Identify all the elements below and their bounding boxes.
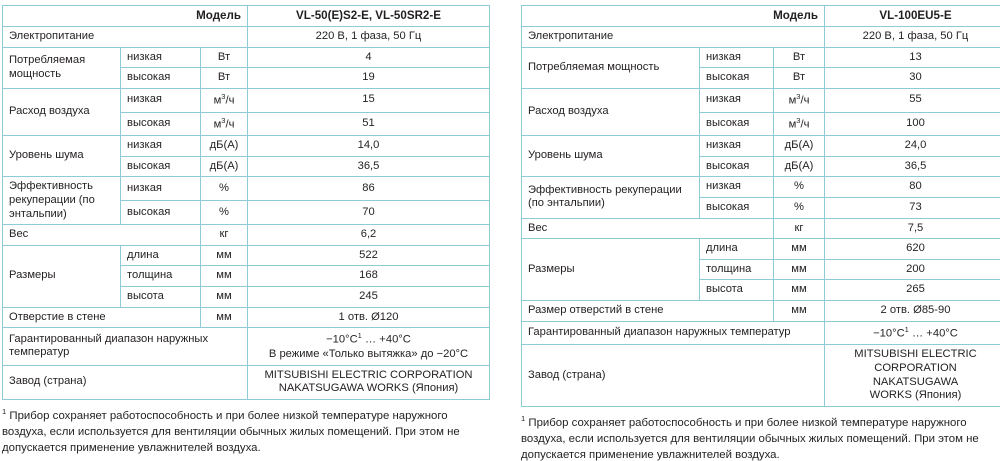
row-label: Уровень шума [3, 135, 121, 176]
factory-line1: MITSUBISHI ELECTRIC [854, 348, 977, 361]
table-row-weight [522, 218, 1000, 239]
unit-superscript: 3 [221, 115, 226, 125]
row-mode: высокая [121, 201, 201, 225]
row-value: 245 [248, 287, 490, 308]
factory-line2: CORPORATION NAKATSUGAWA [872, 361, 959, 388]
table-row-airflow-low [522, 89, 1000, 112]
row-mode: низкая [700, 135, 774, 156]
row-mode: высокая [700, 156, 774, 177]
temp-range-line2: В режиме «Только вытяжка» до −20°C [268, 347, 469, 360]
footnote-vl-50 [2, 407, 490, 456]
row-unit: Вт [201, 68, 248, 89]
row-value [825, 345, 1000, 407]
table-row-dimensions-length [522, 239, 1000, 260]
row-label: Завод (страна) [522, 345, 825, 407]
unit-superscript: 3 [221, 92, 226, 102]
temp-range-high: … +40°C [908, 327, 958, 340]
spec-table-vl-50 [2, 5, 490, 400]
row-unit: мм [774, 239, 825, 260]
row-value: 30 [825, 68, 1000, 89]
row-value: 15 [248, 89, 490, 112]
row-mode: низкая [121, 47, 201, 68]
unit-superscript: 3 [796, 115, 801, 125]
table-row-temperature-range [3, 328, 490, 365]
row-unit: $м^3/ч$ [774, 89, 825, 112]
factory-line1: MITSUBISHI ELECTRIC CORPORATION [264, 368, 473, 381]
row-value: 80 [825, 177, 1000, 198]
row-value: 220 В, 1 фаза, 50 Гц [248, 27, 490, 48]
model-header-label: Модель [3, 6, 248, 27]
table-row-noise-low [3, 135, 490, 156]
table-row-factory [522, 345, 1000, 407]
footnote-marker: 1 [2, 406, 7, 416]
row-value: 51 [248, 112, 490, 135]
row-label: Размеры [522, 239, 700, 301]
row-value: 220 В, 1 фаза, 50 Гц [825, 27, 1000, 48]
table-row-recovery-low [3, 177, 490, 201]
row-value: 55 [825, 89, 1000, 112]
table-row-airflow-low [3, 89, 490, 112]
row-mode: низкая [700, 177, 774, 198]
row-value [825, 321, 1000, 344]
row-value: 19 [248, 68, 490, 89]
row-mode: длина [121, 245, 201, 266]
row-value: 4 [248, 47, 490, 68]
row-unit: % [201, 201, 248, 225]
row-label: Электропитание [3, 27, 248, 48]
row-label: Эффективность рекуперации (по энтальпии) [522, 177, 700, 218]
row-value: 36,5 [825, 156, 1000, 177]
row-value: 73 [825, 197, 1000, 218]
row-label: Гарантированный диапазон наружных температур [522, 321, 825, 344]
temp-range-low: −10°C [873, 327, 905, 340]
row-value: 1 отв. Ø120 [248, 307, 490, 328]
row-value: 36,5 [248, 156, 490, 177]
row-label: Потребляемая мощность [522, 47, 700, 88]
row-label: Эффективность рекуперации (по энтальпии) [3, 177, 121, 225]
row-unit: Вт [774, 47, 825, 68]
model-value: VL-100EU5-E [825, 6, 1000, 27]
spec-table-body [3, 6, 490, 400]
row-mode: высота [121, 287, 201, 308]
footnote-marker: 1 [521, 413, 526, 423]
row-mode: высокая [700, 68, 774, 89]
row-mode: высокая [700, 197, 774, 218]
row-unit: Вт [774, 68, 825, 89]
footnote-text: Прибор сохраняет работоспособность и при более низкой температуре наружного воздуха, если используется для вентиляции обычных жилых помещений. При этом не допускается применение увлажнителей воздуха. [2, 409, 460, 454]
row-label: Уровень шума [522, 135, 700, 176]
footnote-ref: 1 [357, 331, 362, 341]
factory-line2: NAKATSUGAWA WORKS (Япония) [278, 382, 459, 395]
row-unit: кг [774, 218, 825, 239]
model-value: VL-50(E)S2-E, VL-50SR2-E [248, 6, 490, 27]
row-mode: толщина [700, 259, 774, 280]
row-label: Отверстие в стене [3, 307, 201, 328]
footnote-text: Прибор сохраняет работоспособность и при более низкой температуре наружного воздуха, если используется для вентиляции обычных жилых помещений. При этом не допускается применение увлажнителей воздуха. [521, 416, 979, 461]
row-unit: мм [774, 280, 825, 301]
table-row-consumption-low [3, 47, 490, 68]
table-row-weight [3, 225, 490, 246]
row-label: Вес [522, 218, 774, 239]
row-label: Вес [3, 225, 201, 246]
row-mode: высокая [121, 156, 201, 177]
row-unit: $м^3/ч$ [774, 112, 825, 135]
row-mode: высокая [121, 112, 201, 135]
row-unit: дБ(А) [774, 156, 825, 177]
row-unit: % [774, 197, 825, 218]
table-row-noise-low [522, 135, 1000, 156]
row-value: 6,2 [248, 225, 490, 246]
table-row-power-supply [522, 27, 1000, 48]
row-mode: высота [700, 280, 774, 301]
row-unit: мм [201, 245, 248, 266]
row-value: 2 отв. Ø85-90 [825, 301, 1000, 322]
row-label: Расход воздуха [522, 89, 700, 136]
row-unit: кг [201, 225, 248, 246]
table-row-wall-hole [3, 307, 490, 328]
row-unit: мм [201, 266, 248, 287]
table-row-dimensions-length [3, 245, 490, 266]
temp-range-line1 [254, 331, 483, 347]
row-value: 168 [248, 266, 490, 287]
row-label: Потребляемая мощность [3, 47, 121, 88]
table-row-recovery-low [522, 177, 1000, 198]
row-label: Размер отверстий в стене [522, 301, 774, 322]
table-row-consumption-low [522, 47, 1000, 68]
row-value: 13 [825, 47, 1000, 68]
row-mode: низкая [700, 89, 774, 112]
row-value: 620 [825, 239, 1000, 260]
row-value: 100 [825, 112, 1000, 135]
row-value: 24,0 [825, 135, 1000, 156]
row-label: Расход воздуха [3, 89, 121, 136]
row-mode: длина [700, 239, 774, 260]
unit-superscript: 3 [796, 92, 801, 102]
row-unit: дБ(А) [774, 135, 825, 156]
table-row-temperature-range [522, 321, 1000, 344]
row-unit: мм [774, 259, 825, 280]
row-value: 14,0 [248, 135, 490, 156]
model-header-label: Модель [522, 6, 825, 27]
row-unit: % [201, 177, 248, 201]
row-value: 7,5 [825, 218, 1000, 239]
row-unit: мм [201, 287, 248, 308]
spec-panel-vl-100 [508, 0, 1000, 461]
table-row-factory [3, 365, 490, 399]
row-unit: дБ(А) [201, 135, 248, 156]
row-mode: низкая [700, 47, 774, 68]
temp-range-high: … +40°C [361, 334, 411, 347]
row-value: 200 [825, 259, 1000, 280]
row-mode: высокая [700, 112, 774, 135]
row-value: 86 [248, 177, 490, 201]
spec-panel-vl-50 [0, 0, 490, 461]
row-label: Завод (страна) [3, 365, 248, 399]
row-label: Размеры [3, 245, 121, 307]
row-value [248, 328, 490, 365]
row-mode: низкая [121, 135, 201, 156]
row-unit: мм [774, 301, 825, 322]
table-row-model [522, 6, 1000, 27]
row-mode: низкая [121, 177, 201, 201]
row-value: 522 [248, 245, 490, 266]
table-row-wall-holes [522, 301, 1000, 322]
row-unit: $м^3/ч$ [201, 112, 248, 135]
row-unit: Вт [201, 47, 248, 68]
row-mode: высокая [121, 68, 201, 89]
row-label: Электропитание [522, 27, 825, 48]
table-row-power-supply [3, 27, 490, 48]
spec-table-vl-100 [521, 5, 1000, 407]
row-unit: $м^3/ч$ [201, 89, 248, 112]
footnote-ref: 1 [904, 324, 909, 334]
row-unit: дБ(А) [201, 156, 248, 177]
row-value: 70 [248, 201, 490, 225]
row-unit: мм [201, 307, 248, 328]
footnote-vl-100 [521, 414, 1000, 461]
row-value: 265 [825, 280, 1000, 301]
spec-table-body [522, 6, 1000, 407]
row-value [248, 365, 490, 399]
factory-line3: WORKS (Япония) [869, 389, 962, 402]
table-row-model [3, 6, 490, 27]
row-mode: толщина [121, 266, 201, 287]
row-label: Гарантированный диапазон наружных температур [3, 328, 248, 365]
row-mode: низкая [121, 89, 201, 112]
temp-range-low: −10°C [326, 334, 358, 347]
row-unit: % [774, 177, 825, 198]
